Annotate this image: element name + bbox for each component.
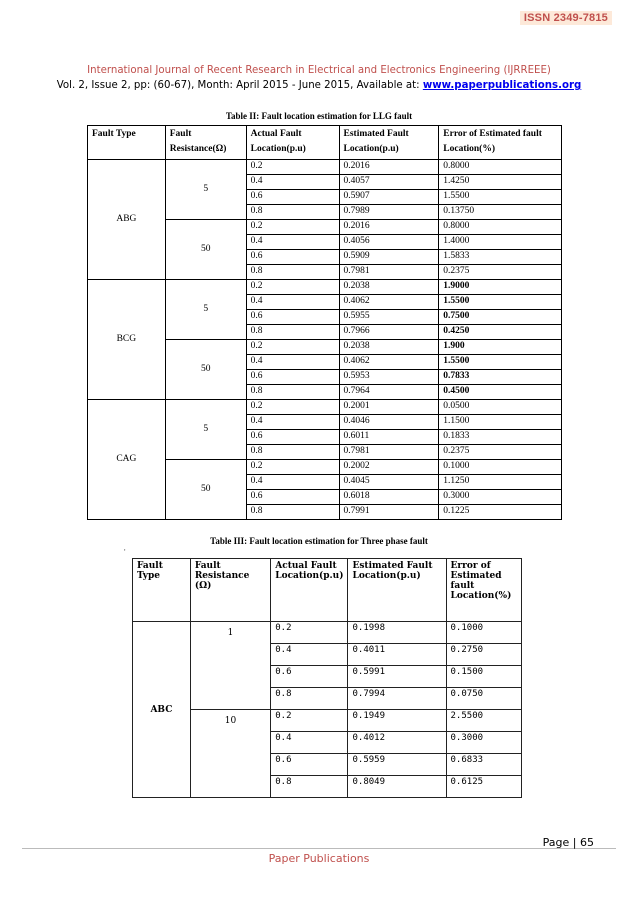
fault-type-cell: CAG xyxy=(88,400,166,520)
actual-location-cell: 0.2 xyxy=(246,460,339,475)
footer-divider xyxy=(22,848,616,849)
estimated-location-cell: 0.7964 xyxy=(339,385,439,400)
error-cell: 0.13750 xyxy=(439,205,562,220)
table3-caption: Table III: Fault location estimation for Three phase fault xyxy=(210,536,428,546)
fault-type-cell: ABC xyxy=(133,622,191,798)
error-cell: 0.2375 xyxy=(439,445,562,460)
fault-resistance-cell: 5 xyxy=(165,160,246,220)
t2-header-error: Error of Estimated fault Location(%) xyxy=(439,126,562,160)
actual-location-cell: 0.8 xyxy=(271,688,348,710)
error-cell: 0.4250 xyxy=(439,325,562,340)
table3-three-phase-fault xyxy=(132,558,522,798)
t2-header-estimated-location: Estimated Fault Location(p.u) xyxy=(339,126,439,160)
estimated-location-cell: 0.2038 xyxy=(339,280,439,295)
actual-location-cell: 0.4 xyxy=(246,415,339,430)
estimated-location-cell: 0.7981 xyxy=(339,265,439,280)
actual-location-cell: 0.4 xyxy=(246,175,339,190)
error-cell: 1.9000 xyxy=(439,280,562,295)
t3-header-fault-resistance: Fault Resistance (Ω) xyxy=(190,559,270,622)
estimated-location-cell: 0.2001 xyxy=(339,400,439,415)
actual-location-cell: 0.2 xyxy=(246,220,339,235)
actual-location-cell: 0.6 xyxy=(246,490,339,505)
estimated-location-cell: 0.4056 xyxy=(339,235,439,250)
fault-resistance-cell: 1 xyxy=(190,622,270,710)
estimated-location-cell: 0.2016 xyxy=(339,220,439,235)
estimated-location-cell: 0.7981 xyxy=(339,445,439,460)
estimated-location-cell: 0.6011 xyxy=(339,430,439,445)
page-number: Page | 65 xyxy=(542,836,594,849)
journal-title: International Journal of Recent Research in Electrical and Electronics Engineering (IJRREEE) xyxy=(87,65,551,76)
actual-location-cell: 0.2 xyxy=(246,400,339,415)
actual-location-cell: 0.8 xyxy=(246,505,339,520)
table-row xyxy=(88,280,562,295)
error-cell: 0.3000 xyxy=(446,732,521,754)
error-cell: 0.6125 xyxy=(446,776,521,798)
table-row xyxy=(88,400,562,415)
estimated-location-cell: 0.6018 xyxy=(339,490,439,505)
error-cell: 1.1500 xyxy=(439,415,562,430)
actual-location-cell: 0.6 xyxy=(246,190,339,205)
estimated-location-cell: 0.1949 xyxy=(348,710,446,732)
error-cell: 0.1500 xyxy=(446,666,521,688)
estimated-location-cell: 0.8049 xyxy=(348,776,446,798)
actual-location-cell: 0.2 xyxy=(271,710,348,732)
error-cell: 0.4500 xyxy=(439,385,562,400)
actual-location-cell: 0.8 xyxy=(246,265,339,280)
estimated-location-cell: 0.5909 xyxy=(339,250,439,265)
estimated-location-cell: 0.5991 xyxy=(348,666,446,688)
actual-location-cell: 0.8 xyxy=(246,385,339,400)
estimated-location-cell: 0.7991 xyxy=(339,505,439,520)
estimated-location-cell: 0.4046 xyxy=(339,415,439,430)
fault-resistance-cell: 50 xyxy=(165,340,246,400)
error-cell: 1.5500 xyxy=(439,355,562,370)
estimated-location-cell: 0.2016 xyxy=(339,160,439,175)
fault-resistance-cell: 5 xyxy=(165,280,246,340)
error-cell: 2.5500 xyxy=(446,710,521,732)
error-cell: 0.2375 xyxy=(439,265,562,280)
table2-llg-fault xyxy=(87,125,562,520)
actual-location-cell: 0.4 xyxy=(246,295,339,310)
error-cell: 1.1250 xyxy=(439,475,562,490)
actual-location-cell: 0.8 xyxy=(246,445,339,460)
error-cell: 1.4000 xyxy=(439,235,562,250)
estimated-location-cell: 0.7989 xyxy=(339,205,439,220)
t3-header-error: Error of Estimated fault Location(%) xyxy=(446,559,521,622)
error-cell: 0.1000 xyxy=(439,460,562,475)
actual-location-cell: 0.2 xyxy=(246,340,339,355)
volume-text: Vol. 2, Issue 2, pp: (60-67), Month: April 2015 - June 2015, Available at: xyxy=(56,80,423,91)
actual-location-cell: 0.2 xyxy=(246,160,339,175)
estimated-location-cell: 0.4012 xyxy=(348,732,446,754)
actual-location-cell: 0.6 xyxy=(246,250,339,265)
estimated-location-cell: 0.4045 xyxy=(339,475,439,490)
estimated-location-cell: 0.7994 xyxy=(348,688,446,710)
publisher-footer: Paper Publications xyxy=(268,852,370,865)
error-cell: 1.900 xyxy=(439,340,562,355)
actual-location-cell: 0.2 xyxy=(271,622,348,644)
error-cell: 0.3000 xyxy=(439,490,562,505)
t2-header-fault-resistance: Fault Resistance(Ω) xyxy=(165,126,246,160)
error-cell: 0.0750 xyxy=(446,688,521,710)
estimated-location-cell: 0.4011 xyxy=(348,644,446,666)
estimated-location-cell: 0.4062 xyxy=(339,295,439,310)
actual-location-cell: 0.8 xyxy=(246,325,339,340)
actual-location-cell: 0.4 xyxy=(246,235,339,250)
error-cell: 1.5500 xyxy=(439,295,562,310)
t3-header-actual-location: Actual Fault Location(p.u) xyxy=(271,559,348,622)
t2-header-actual-location: Actual Fault Location(p.u) xyxy=(246,126,339,160)
t2-header-fault-type: Fault Type xyxy=(88,126,166,160)
estimated-location-cell: 0.1998 xyxy=(348,622,446,644)
estimated-location-cell: 0.5953 xyxy=(339,370,439,385)
actual-location-cell: 0.6 xyxy=(246,310,339,325)
estimated-location-cell: 0.7966 xyxy=(339,325,439,340)
estimated-location-cell: 0.2002 xyxy=(339,460,439,475)
actual-location-cell: 0.6 xyxy=(271,666,348,688)
error-cell: 1.5500 xyxy=(439,190,562,205)
error-cell: 0.6833 xyxy=(446,754,521,776)
table2-caption: Table II: Fault location estimation for LLG fault xyxy=(225,111,413,121)
fault-type-cell: ABG xyxy=(88,160,166,280)
error-cell: 0.8000 xyxy=(439,220,562,235)
estimated-location-cell: 0.2038 xyxy=(339,340,439,355)
table-row xyxy=(88,160,562,175)
actual-location-cell: 0.6 xyxy=(246,430,339,445)
actual-location-cell: 0.4 xyxy=(246,355,339,370)
error-cell: 1.5833 xyxy=(439,250,562,265)
fault-resistance-cell: 50 xyxy=(165,220,246,280)
fault-resistance-cell: 50 xyxy=(165,460,246,520)
error-cell: 0.2750 xyxy=(446,644,521,666)
error-cell: 0.0500 xyxy=(439,400,562,415)
actual-location-cell: 0.4 xyxy=(271,732,348,754)
issn-badge: ISSN 2349-7815 xyxy=(520,11,612,25)
scan-mark: ' xyxy=(124,548,126,557)
fault-type-cell: BCG xyxy=(88,280,166,400)
estimated-location-cell: 0.4062 xyxy=(339,355,439,370)
error-cell: 0.7500 xyxy=(439,310,562,325)
fault-resistance-cell: 5 xyxy=(165,400,246,460)
journal-url-link[interactable]: www.paperpublications.org xyxy=(422,80,582,91)
error-cell: 0.8000 xyxy=(439,160,562,175)
actual-location-cell: 0.4 xyxy=(246,475,339,490)
actual-location-cell: 0.6 xyxy=(271,754,348,776)
error-cell: 0.1225 xyxy=(439,505,562,520)
error-cell: 0.1833 xyxy=(439,430,562,445)
table-row xyxy=(133,622,522,644)
actual-location-cell: 0.2 xyxy=(246,280,339,295)
estimated-location-cell: 0.5955 xyxy=(339,310,439,325)
actual-location-cell: 0.8 xyxy=(246,205,339,220)
t3-header-estimated-location: Estimated Fault Location(p.u) xyxy=(348,559,446,622)
actual-location-cell: 0.8 xyxy=(271,776,348,798)
error-cell: 1.4250 xyxy=(439,175,562,190)
fault-resistance-cell: 10 xyxy=(190,710,270,798)
t3-header-fault-type: Fault Type xyxy=(133,559,191,622)
error-cell: 0.7833 xyxy=(439,370,562,385)
estimated-location-cell: 0.5907 xyxy=(339,190,439,205)
error-cell: 0.1000 xyxy=(446,622,521,644)
estimated-location-cell: 0.4057 xyxy=(339,175,439,190)
estimated-location-cell: 0.5959 xyxy=(348,754,446,776)
volume-line xyxy=(0,80,638,91)
actual-location-cell: 0.4 xyxy=(271,644,348,666)
actual-location-cell: 0.6 xyxy=(246,370,339,385)
table-row xyxy=(133,710,522,732)
